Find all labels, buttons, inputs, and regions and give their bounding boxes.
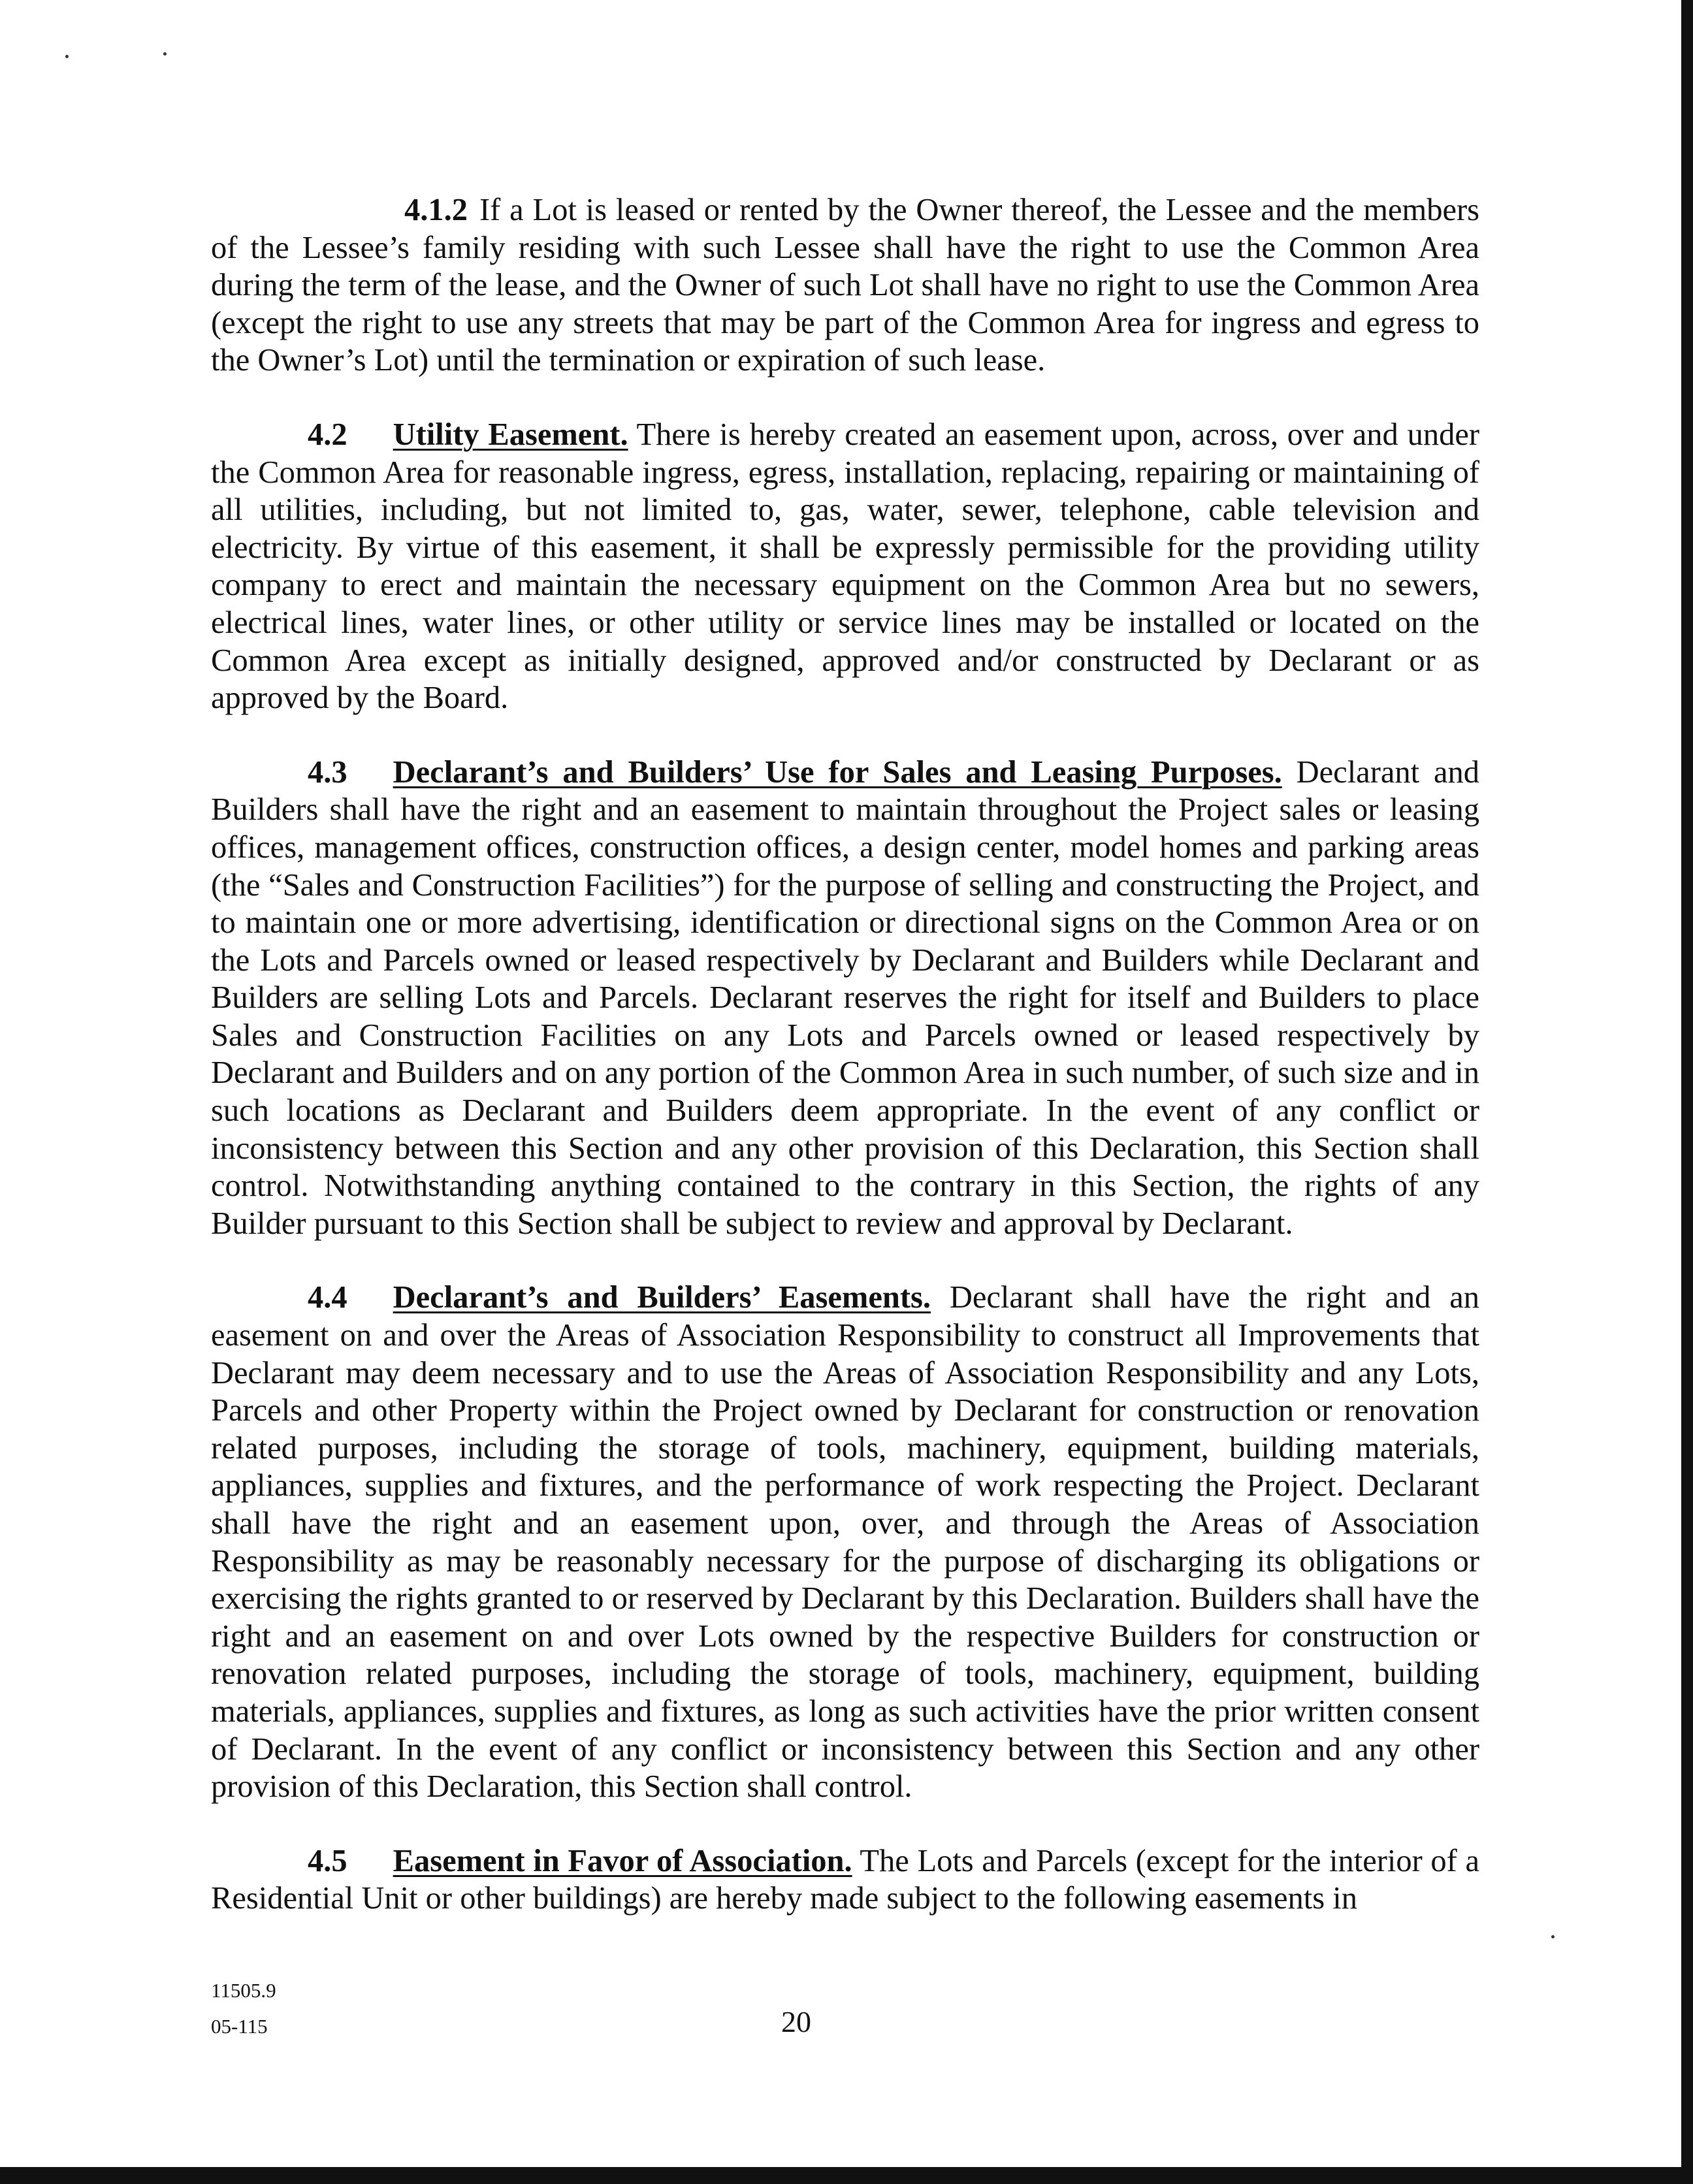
section-4-4 (211, 1279, 1479, 1805)
section-heading: Declarant’s and Builders’ Easements. (393, 1280, 931, 1315)
section-text: If a Lot is leased or rented by the Owner thereof, the Lessee and the members of the Lessee’s family residing with such Lessee shall have the right to use the Common Area during the term of the lease, and the Owner of such Lot shall have no right to use the Common Area (except the right to use any streets that may be part of the Common Area for ingress and egress to the Owner’s Lot) until the termination or expiration of such lease. (211, 193, 1479, 378)
section-text: Declarant and Builders shall have the right and an easement to maintain throughout the Project sales or leasing offices, management offices, construction offices, a design center, model homes and parking areas (the “Sales and Construction Facilities”) for the purpose of selling and constructing the Project, and to maintain one or more advertising, identification or directional signs on the Common Area or on the Lots and Parcels owned or leased respectively by Declarant and Builders while Declarant and Builders are selling Lots and Parcels. Declarant reserves the right for itself and Builders to place Sales and Construction Facilities on any Lots and Parcels owned or leased respectively by Declarant and Builders and on any portion of the Common Area in such number, of such size and in such locations as Declarant and Builders deem appropriate. In the event of any conflict or inconsistency between this Section and any other provision of this Declaration, this Section shall control. Notwithstanding anything contained to the contrary in this Section, the rights of any Builder pursuant to this Section shall be subject to review and approval by Declarant. (211, 754, 1480, 1241)
section-heading: Utility Easement. (393, 417, 628, 452)
section-number: 4.1.2 (404, 193, 468, 227)
section-number: 4.2 (308, 417, 347, 452)
section-number: 4.5 (308, 1843, 347, 1878)
scan-edge-right (1681, 0, 1693, 2184)
section-4-1-2 (211, 191, 1479, 379)
section-heading: Declarant’s and Builders’ Use for Sales and Leasing Purposes. (393, 754, 1282, 790)
scan-speck (1551, 1935, 1555, 1938)
footer-version-code: 05-115 (211, 2015, 268, 2038)
section-4-3 (211, 754, 1479, 1243)
scan-speck (163, 52, 167, 56)
section-number: 4.3 (308, 754, 347, 790)
section-heading: Easement in Favor of Association. (393, 1843, 852, 1878)
section-text: There is hereby created an easement upon, across, over and under the Common Area for reasonable ingress, egress, installation, replacing, repairing or maintaining of all utilities, including, but not limited to, gas, water, sewer, telephone, cable television and electricity. By virtue of this easement, it shall be expressly permissible for the providing utility company to erect and maintain the necessary equipment on the Common Area but no sewers, electrical lines, water lines, or other utility or service lines may be installed or located on the Common Area except as initially designed, approved and/or constructed by Declarant or as approved by the Board. (211, 417, 1479, 716)
document-body (211, 191, 1479, 1954)
section-4-5 (211, 1842, 1479, 1918)
section-text: The Lots and Parcels (except for the interior of a Residential Unit or other buildings) are hereby made subject to the following easements in (211, 1843, 1479, 1916)
section-number: 4.4 (308, 1280, 347, 1315)
page-number: 20 (781, 2005, 811, 2038)
footer-doc-code: 11505.9 (211, 1979, 276, 2002)
scan-edge-bottom (0, 2167, 1693, 2184)
scan-speck (65, 55, 69, 58)
section-4-2 (211, 416, 1479, 717)
section-text: Declarant shall have the right and an easement on and over the Areas of Association Responsibility to construct all Improvements that Declarant may deem necessary and to use the Areas of Association Responsibility and any Lots, Parcels and other Property within the Project owned by Declarant for construction or renovation related purposes, including the storage of tools, machinery, equipment, building materials, appliances, supplies and fixtures, and the performance of work respecting the Project. Declarant shall have the right and an easement upon, over, and through the Areas of Association Responsibility as may be reasonably necessary for the purpose of discharging its obligations or exercising the rights granted to or reserved by Declarant by this Declaration. Builders shall have the right and an easement on and over Lots owned by the respective Builders for construction or renovation related purposes, including the storage of tools, machinery, equipment, building materials, appliances, supplies and fixtures, as long as such activities have the prior written consent of Declarant. In the event of any conflict or inconsistency between this Section and any other provision of this Declaration, this Section shall control. (211, 1280, 1480, 1805)
